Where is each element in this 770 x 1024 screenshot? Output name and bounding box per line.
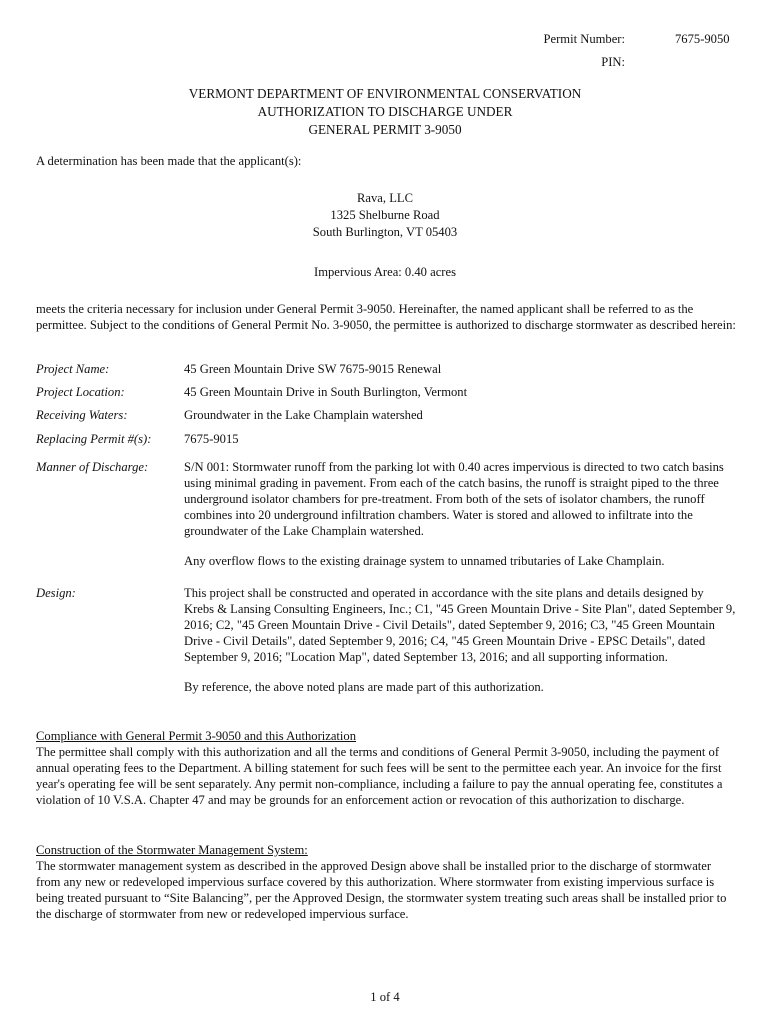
receiving-waters-label: Receiving Waters:: [36, 408, 128, 422]
intro-text: A determination has been made that the applicant(s):: [36, 154, 302, 168]
permit-number-value: 7675-9050: [675, 32, 730, 46]
applicant-city: South Burlington, VT 05403: [312, 225, 458, 239]
pin-row: [500, 54, 740, 77]
replacing-permit-label: Replacing Permit #(s):: [36, 432, 152, 446]
impervious-area: Impervious Area: 0.40 acres: [314, 265, 456, 279]
replacing-permit-value: 7675-9015: [184, 432, 239, 446]
title-line-3: GENERAL PERMIT 3-9050: [308, 122, 462, 137]
manner-of-discharge-field: [36, 459, 736, 569]
pin-label: PIN:: [601, 55, 625, 69]
construction-body: The stormwater management system as described in the approved Design above shall be installed prior to the discharge of stormwater from any new or redeveloped impervious surface covered by this authorization. Where stormwater from existing impervious surface is being treated pursuant to “Site Balancing”, per the Approved Design, the stormwater system treating such areas shall be installed prior to the discharge of stormwater from new or redeveloped impervious surface.: [36, 859, 727, 921]
design-paragraph-1: This project shall be constructed and operated in accordance with the site plans and details designed by Krebs & Lansing Consulting Engineers, Inc.; C1, "45 Green Mountain Drive - Site Plan", dated September 9, 2016; C2, "45 Green Mountain Drive - Civil Details", dated September 9, 2016; C3, "45 Green Mountain Drive - Civil Details", dated September 9, 2016; C4, "45 Green Mountain Drive - EPSC Details", dated September 9, 2016; "Location Map", dated September 13, 2016; and all supporting information.: [184, 586, 736, 664]
document-title: [0, 85, 770, 139]
project-name-field: [36, 361, 736, 377]
design-label: Design:: [36, 586, 76, 600]
design-paragraph-2: By reference, the above noted plans are made part of this authorization.: [184, 680, 544, 694]
project-name-value: 45 Green Mountain Drive SW 7675-9015 Renewal: [184, 362, 442, 376]
construction-section: [36, 842, 736, 922]
criteria-paragraph: meets the criteria necessary for inclusion under General Permit 3-9050. Hereinafter, the named applicant shall be referred to as the permittee. Subject to the conditions of General Permit No. 3-9050, the permittee is authorized to discharge stormwater as described herein:: [36, 302, 736, 332]
replacing-permit-field: [36, 431, 736, 447]
applicant-name: Rava, LLC: [357, 191, 413, 205]
title-line-2: AUTHORIZATION TO DISCHARGE UNDER: [257, 104, 513, 119]
page-number: 1 of 4: [370, 990, 400, 1004]
applicant-address: [0, 190, 770, 241]
title-line-1: VERMONT DEPARTMENT OF ENVIRONMENTAL CONSERVATION: [188, 86, 582, 101]
design-value: [184, 585, 736, 695]
compliance-section: [36, 728, 736, 808]
construction-heading: Construction of the Stormwater Management System:: [36, 843, 308, 857]
design-field: [36, 585, 736, 695]
manner-of-discharge-paragraph-1: S/N 001: Stormwater runoff from the parking lot with 0.40 acres impervious is directed to two catch basins using minimal grading in pavement. From each of the catch basins, the runoff is straight piped to the three underground isolator chambers for pre-treatment. From both of the sets of isolator chambers, the runoff combines into 20 underground infiltration chambers. Water is stored and allowed to infiltrate into the groundwater of the Lake Champlain watershed.: [184, 460, 724, 538]
project-location-label: Project Location:: [36, 385, 125, 399]
project-location-value: 45 Green Mountain Drive in South Burlington, Vermont: [184, 385, 468, 399]
permit-header: [500, 31, 740, 77]
permit-number-label: Permit Number:: [543, 32, 625, 46]
manner-of-discharge-paragraph-2: Any overflow flows to the existing drainage system to unnamed tributaries of Lake Champlain.: [184, 554, 665, 568]
project-name-label: Project Name:: [36, 362, 110, 376]
receiving-waters-value: Groundwater in the Lake Champlain watershed: [184, 408, 423, 422]
project-location-field: [36, 384, 736, 400]
permit-number-row: [500, 31, 740, 54]
compliance-body: The permittee shall comply with this authorization and all the terms and conditions of General Permit 3-9050, including the payment of annual operating fees to the Department. A billing statement for such fees will be sent to the permittee each year. An invoice for the first year's operating fee will be sent separately. Any permit non-compliance, including a failure to pay the annual operating fee, constitutes a violation of 10 V.S.A. Chapter 47 and may be grounds for an enforcement action or revocation of this authorization to discharge.: [36, 745, 723, 807]
manner-of-discharge-label: Manner of Discharge:: [36, 460, 149, 474]
applicant-street: 1325 Shelburne Road: [330, 208, 440, 222]
manner-of-discharge-value: [184, 459, 736, 569]
receiving-waters-field: [36, 407, 736, 423]
compliance-heading: Compliance with General Permit 3-9050 and this Authorization: [36, 729, 357, 743]
